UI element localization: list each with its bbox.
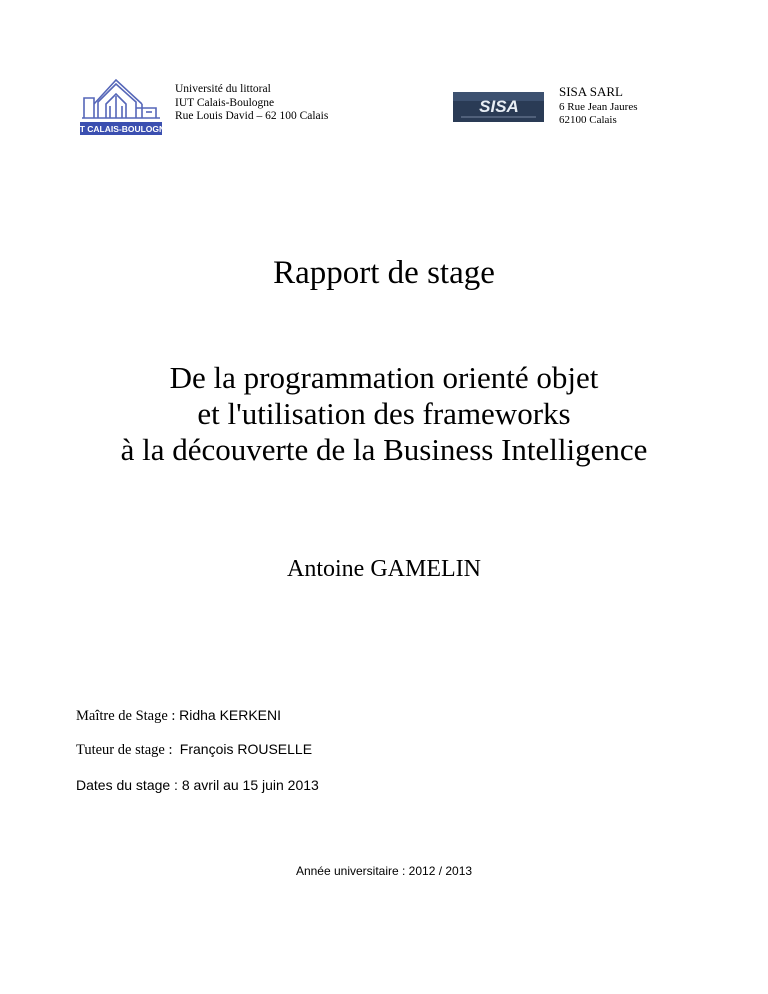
university-name: Université du littoral (175, 83, 271, 95)
sisa-logo (453, 92, 544, 122)
subtitle-line-1: De la programmation orienté objet (169, 360, 599, 395)
university-street: Rue Louis David – 62 100 Calais (175, 110, 329, 122)
company-city: 62100 Calais (559, 114, 617, 126)
author-name: Antoine GAMELIN (287, 556, 481, 582)
dates-du-stage: Dates du stage : 8 avril au 15 juin 2013 (76, 777, 319, 793)
institute-name: IUT Calais-Boulogne (175, 96, 275, 109)
sisa-logo-text: SISA (479, 97, 519, 116)
iut-calais-boulogne-logo (71, 74, 171, 136)
academic-year: Année universitaire : 2012 / 2013 (295, 864, 473, 878)
company-address (559, 84, 638, 127)
subtitle-line-2: et l'utilisation des frameworks (197, 396, 571, 431)
tuteur-de-stage-line (76, 741, 312, 759)
iut-logo-text: IUT CALAIS-BOULOGNE (71, 124, 171, 134)
subtitle-line-3: à la découverte de la Business Intelligence (120, 432, 648, 467)
company-street: 6 Rue Jean Jaures (559, 101, 638, 113)
maitre-de-stage-line (76, 707, 281, 725)
report-subtitle (0, 360, 768, 468)
maitre-label: Maître de Stage : (76, 708, 180, 724)
tuteur-value: François ROUSELLE (179, 741, 313, 757)
university-address (175, 83, 328, 124)
maitre-value: Ridha KERKENI (179, 707, 282, 723)
report-title: Rapport de stage (273, 255, 495, 291)
company-name: SISA SARL (559, 84, 623, 99)
tuteur-label: Tuteur de stage : (76, 742, 180, 758)
